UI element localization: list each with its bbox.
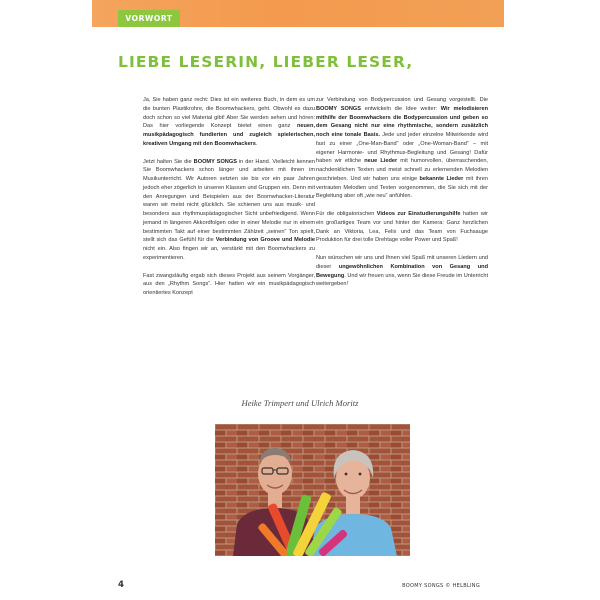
page-number: 4 (118, 580, 124, 590)
page-title: LIEBE LESERIN, LIEBER LESER, (118, 53, 414, 71)
paragraph: zur Verbindung von Bodypercussion und Gesang vorgestellt. Die BOOMY SONGS entwickeln die Idee weiter: Wir melodisieren mithilfe der Boomwhackers die Bodypercussion und geben so dem Gesang nicht nur eine rhythmische, sondern zusätzlich noch eine tonale Basis. Jede und jeder einzelne Mitwirkende wird fast zu einer „One-Man-Band“ oder „One-Woman-Band“ – mit eigener Harmonie- und Rhythmus-Begleitung und Gesang! Dafür haben wir etliche neue Lieder mit humorvollen, überraschenden, nachdenklichen Texten und meist schnell zu erlernenden Melodien geschrieben. Und wir haben uns einige bekannte Lieder mit ihren vertrauten Melodien und Texten vorgenommen, die Sie sich mit der Begleitung aber oft „wie neu“ anfühlen. (316, 97, 489, 200)
authors-photo (215, 424, 410, 556)
paragraph: Fast zwangsläufig ergab sich dieses Projekt aus seinem Vorgänger, aus den „Rhythm Songs“. Hier hatten wir ein musikpädagogisch orientiertes Konzept (143, 272, 315, 296)
paragraph: Jetzt halten Sie die BOOMY SONGS in der Hand. Vielleicht kennen Sie Boomwhackers schon länger und arbeiten mit ihnen im Musikunterricht. Wir Autoren setzten sie bis vor ein paar Jahren jedoch eher zögerlich in unseren Klassen und Gruppen ein. Denn mit den Anregungen und Beispielen aus der Boomwhacker-Literatur waren wir meist nicht glücklich. Sie schienen uns aus musik- und besonders aus rhythmuspädagogischer Sicht unbefriedigend. Wenn jemand in längeren Akkordfolgen oder in einer Melodie nur in einem bestimmten Takt auf einer bestimmten Zählzeit „seinen“ Ton spielt, stellt sich das Gefühl für die Verbindung von Groove und Melodie nicht ein. Also fingen wir an, verstärkt mit den Boomwhackers zu experimentieren. (143, 158, 315, 261)
paragraph: Ja, Sie haben ganz recht: Dies ist ein weiteres Buch, in dem es um die bunten Plastikrohre, die Boomwhackers, geht. Obwohl es dazu doch schon so viel Material gibt! Aber Sie werden sehen und hören: Das hier vorliegende Konzept bietet einen ganz neuen, musikpädagogisch fundierten und zugleich spielerischen, kreativen Umgang mit den Boomwhackers. (143, 97, 315, 147)
author-signature: Heike Trimpert und Ulrich Moritz (241, 398, 359, 408)
section-tab: VORWORT (118, 10, 180, 27)
paragraph: Nun wünschen wir uns und Ihnen viel Spaß mit unseren Liedern und dieser ungewöhnlichen Kombination von Gesang und Bewegung. Und wir freuen uns, wenn Sie diese Freude im Unterricht weitergeben! (316, 255, 488, 288)
authors-photo-illustration (215, 424, 410, 556)
footer-brand: BOOMY SONGS © HELBLING (402, 583, 480, 589)
text-column-right (316, 96, 488, 298)
paragraph: Für die obligatorischen Videos zur Einstudierungshilfe hatten wir ein großartiges Team vor und hinter der Kamera: Ganz herzlichen Dank an Viktoria, Lea, Felix und das Team von Fuchsauge Produktion für drei tolle Drehtage voller Power und Spaß! (316, 211, 488, 244)
text-column-left (143, 96, 315, 307)
